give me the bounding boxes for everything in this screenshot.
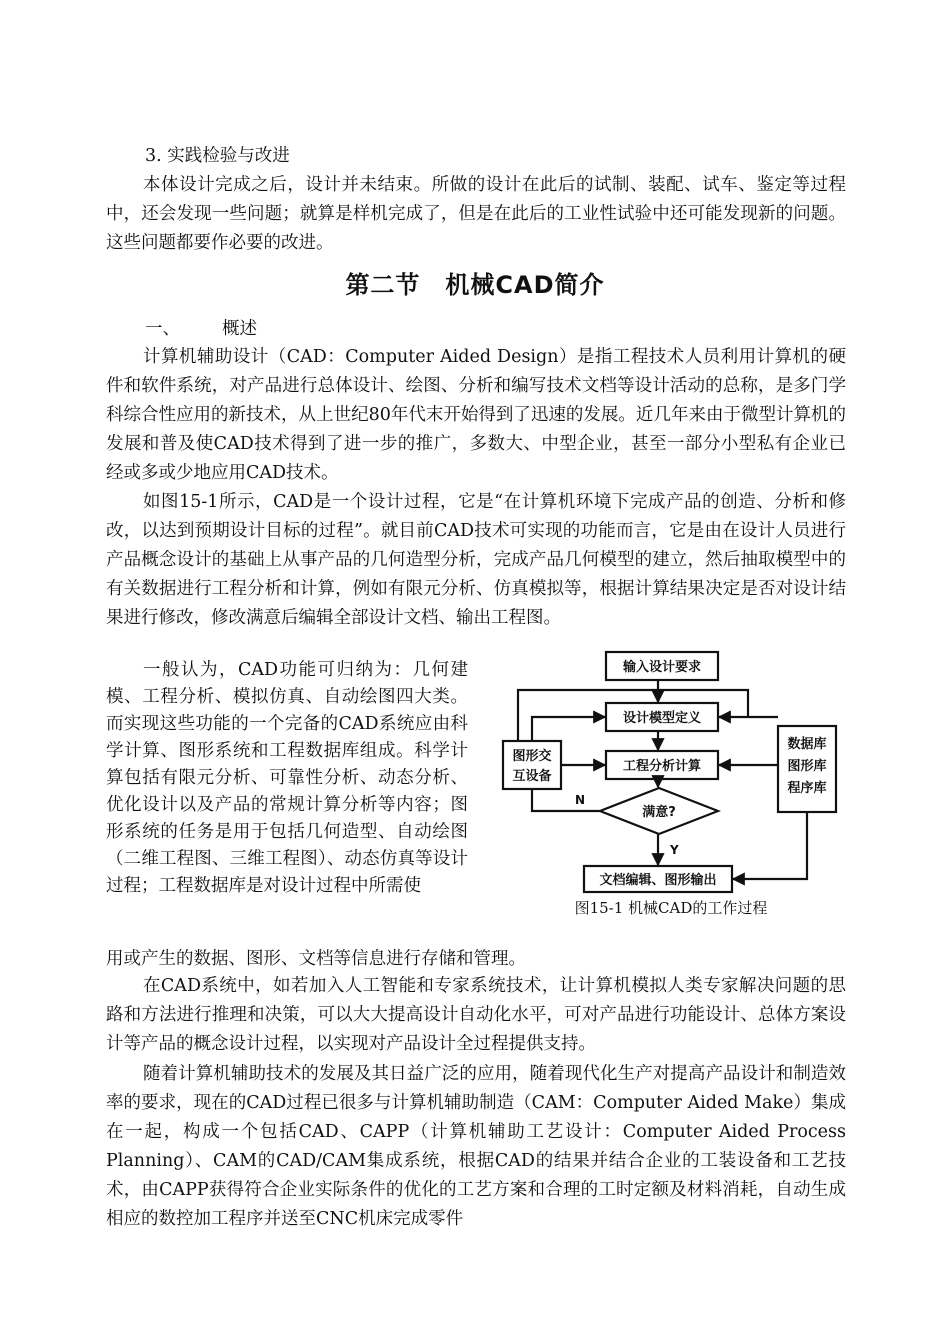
box-output-label: 文档编辑、图形输出 xyxy=(599,873,717,888)
section-heading: 第二节 机械CAD简介 xyxy=(345,271,605,299)
section-3-title: 3. 实践检验与改进 xyxy=(145,146,290,166)
database-line2: 图形库 xyxy=(787,759,827,774)
paragraph-cad-definition: 计算机辅助设计（CAD：Computer Aided Design）是指工程技术人员利用计算机的硬件和软件系统，对产品进行总体设计、绘图、分析和编写技术文档等设计活动的总称，是多门学科综合性应用的新技术，从上世纪80年代末开始得到了迅速的发展。近几年来由于微型计算机的发展和普及使CAD技术得到了进一步的推广，多数大、中型企业，甚至一部分小型私有企业已经或多或少地应用CAD技术。 xyxy=(106,347,846,483)
section-3-paragraph: 本体设计完成之后，设计并未结束。所做的设计在此后的试制、装配、试车、鉴定等过程中，还会发现一些问题；就算是样机完成了，但是在此后的工业性试验中还可能发现新的问题。这些问题都要作必要的改进。 xyxy=(106,175,846,253)
label-y: Y xyxy=(670,843,679,857)
figure-caption: 图15-1 机械CAD的工作过程 xyxy=(574,899,768,917)
flowchart-svg xyxy=(498,648,844,896)
paragraph-ai-expert: 在CAD系统中，如若加入人工智能和专家系统技术，让计算机模拟人类专家解决问题的思路和方法进行推理和决策，可以大大提高设计自动化水平，可对产品进行功能设计、总体方案设计等产品的概念设计过程，以实现对产品设计全过程提供支持。 xyxy=(106,976,846,1054)
cad-flowchart xyxy=(498,648,844,896)
paragraph-cad-functions: 一般认为，CAD功能可归纳为：几何建模、工程分析、模拟仿真、自动绘图四大类。而实现这些功能的一个完备的CAD系统应由科学计算、图形系统和工程数据库组成。科学计算包括有限元分析、可靠性分析、动态分析、优化设计以及产品的常规计算分析等内容；图形系统的任务是用于包括几何造型、自动绘图（二维工程图、三维工程图）、动态仿真等设计过程；工程数据库是对设计过程中所需使 xyxy=(106,660,468,896)
paragraph-cad-functions-tail: 用或产生的数据、图形、文档等信息进行存储和管理。 xyxy=(106,949,526,969)
interactive-devices-line2: 互设备 xyxy=(512,769,552,784)
paragraph-cad-process: 如图15-1所示，CAD是一个设计过程，它是“在计算机环境下完成产品的创造、分析和修改，以达到预期设计目标的过程”。就目前CAD技术可实现的功能而言，它是由在设计人员进行产品概念设计的基础上从事产品的几何造型分析，完成产品几何模型的建立，然后抽取模型中的有关数据进行工程分析和计算，例如有限元分析、仿真模拟等，根据计算结果决定是否对设计结果进行修改，修改满意后编辑全部设计文档、输出工程图。 xyxy=(106,492,846,628)
overview-heading xyxy=(145,315,257,344)
database-line1: 数据库 xyxy=(787,737,827,752)
interactive-devices-line1: 图形交 xyxy=(512,749,552,764)
database-line3: 程序库 xyxy=(787,781,827,796)
overview-label: 概述 xyxy=(222,319,257,339)
overview-number: 一、 xyxy=(145,319,180,339)
diamond-label: 满意? xyxy=(642,805,676,820)
box-input-label: 输入设计要求 xyxy=(622,660,702,675)
paragraph-cad-cam: 随着计算机辅助技术的发展及其日益广泛的应用，随着现代化生产对提高产品设计和制造效率的要求，现在的CAD过程已很多与计算机辅助制造（CAM：Computer Aided Make）集成在一起，构成一个包括CAD、CAPP（计算机辅助工艺设计：Computer Aided Process Planning）、CAM的CAD/CAM集成系统，根据CAD的结果并结合企业的工装设备和工艺技术，由CAPP获得符合企业实际条件的优化的工艺方案和合理的工时定额及材料消耗，自动生成相应的数控加工程序并送至CNC机床完成零件 xyxy=(106,1064,846,1229)
label-n: N xyxy=(574,793,586,807)
box-analysis-label: 工程分析计算 xyxy=(622,759,702,774)
box-model-label: 设计模型定义 xyxy=(622,711,702,726)
